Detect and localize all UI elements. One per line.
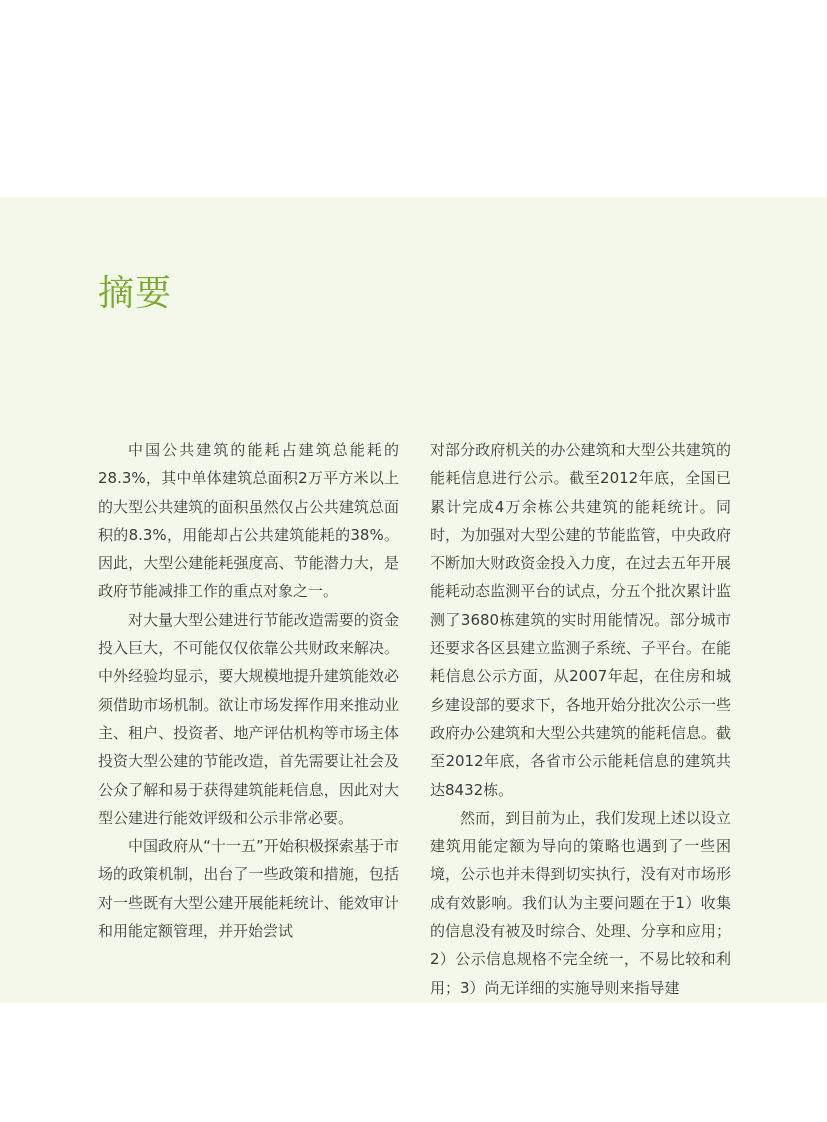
left-text-column: [98, 436, 399, 945]
paragraph: 然而，到目前为止，我们发现上述以设立建筑用能定额为导向的策略也遇到了一些困境，公示也并未得到切实执行，没有对市场形成有效影响。我们认为主要问题在于1）收集的信息没有被及时综合、处理、分享和应用；2）公示信息规格不完全统一，不易比较和利用；3）尚无详细的实施导则来指导建: [430, 808, 731, 997]
page-title: 摘要: [98, 273, 173, 314]
right-text-column: [430, 436, 731, 1002]
paragraph: 对大量大型公建进行节能改造需要的资金投入巨大，不可能仅仅依靠公共财政来解决。中外经验均显示，要大规模地提升建筑能效必须借助市场机制。欲让市场发挥作用来推动业主、租户、投资者、地产评估机构等市场主体投资大型公建的节能改造，首先需要让社会及公众了解和易于获得建筑能耗信息，因此对大型公建进行能效评级和公示非常必要。: [98, 610, 399, 827]
paragraph-continued: 对部分政府机关的办公建筑和大型公共建筑的能耗信息进行公示。截至2012年底，全国已累计完成4万余栋公共建筑的能耗统计。同时，为加强对大型公建的节能监管，中央政府不断加大财政资金投入力度，在过去五年开展能耗动态监测平台的试点，分五个批次累计监测了3680栋建筑的实时用能情况。部分城市还要求各区县建立监测子系统、子平台。在能耗信息公示方面，从2007年起，在住房和城乡建设部的要求下，各地开始分批次公示一些政府办公建筑和大型公共建筑的能耗信息。截至2012年底，各省市公示能耗信息的建筑共达8432栋。: [430, 441, 731, 799]
paragraph: 中国公共建筑的能耗占建筑总能耗的28.3%，其中单体建筑总面积2万平方米以上的大型公共建筑的面积虽然仅占公共建筑总面积的8.3%，用能却占公共建筑能耗的38%。因此，大型公建能耗强度高、节能潜力大，是政府节能减排工作的重点对象之一。: [98, 441, 399, 601]
paragraph: 中国政府从“十一五”开始积极探索基于市场的政策机制，出台了一些政策和措施，包括对一些既有大型公建开展能耗统计、能效审计和用能定额管理，并开始尝试: [98, 837, 399, 941]
